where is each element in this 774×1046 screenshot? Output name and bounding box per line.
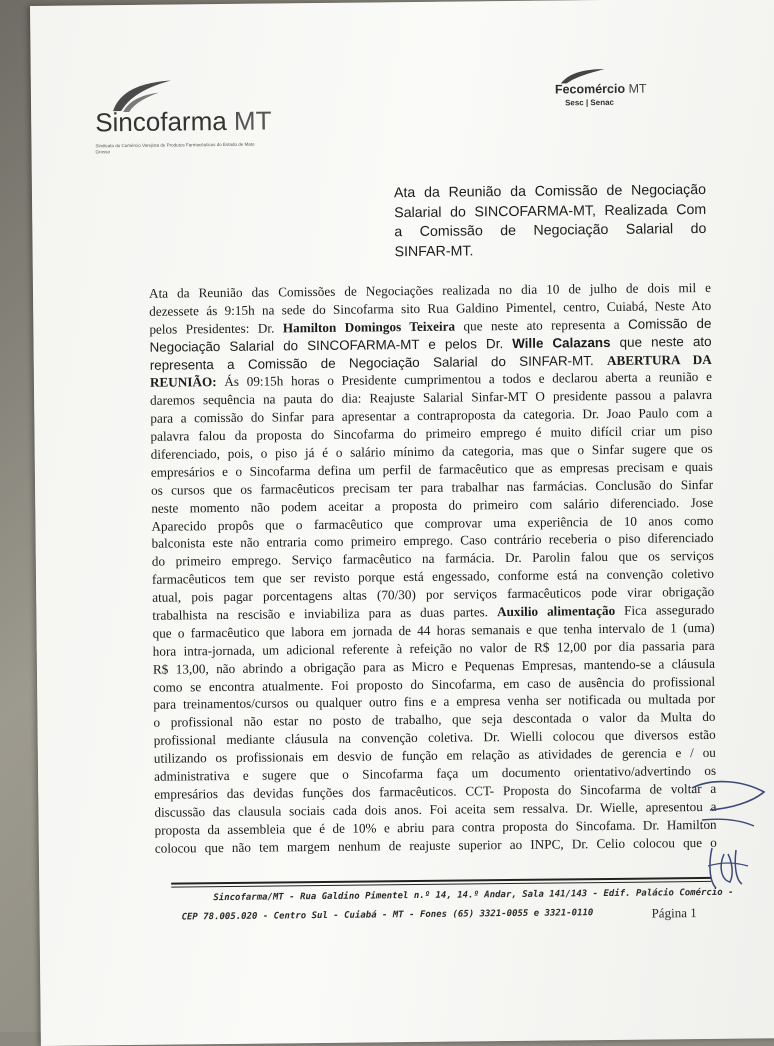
body-line: os cursos que os farmacêuticos precisam ter para trabalhar nas farmácias. Conclusão do Sinfar — [150, 476, 714, 498]
heading-line: Salarial do SINCOFARMA-MT, Realizada Com — [394, 201, 707, 221]
minutes-body — [149, 279, 717, 857]
body-line: Ata da Reunião das Comissões de Negociações realizada no dia 10 de julho de dois mil e — [148, 279, 712, 301]
representative-name: Wille Calazans — [512, 334, 611, 351]
body-line: Negociação Salarial do SINCOFARMA-MT e pelos Dr. Wille Calazans que neste ato — [149, 333, 712, 355]
body-line: para a comissão do Sinfar para apresentar a contraproposta da categoria. Dr. Joao Paulo com a — [150, 405, 713, 426]
heading-line: SINFAR-MT. — [394, 242, 474, 260]
body-line: neste momento não podem aceitar a proposta do primeiro com salário diferenciado. Jose — [151, 494, 714, 516]
sincofarma-logo-subtitle: Sindicato do Comércio Varejista de Produtos Farmacêuticos do Estado de Mato Grosso — [95, 141, 255, 155]
body-line: como se encontra atualmente. Foi proposto do Sincofarma, em caso de ausência do profissional — [153, 673, 716, 695]
body-line: farmacêuticos tem que ser revisto porque está engessado, conforme está na convenção coletivo — [151, 566, 715, 588]
body-line: discussão das clausula sociais cada dois anos. Foi aceita sem ressalva. Dr. Wielle, apresentou a — [154, 798, 717, 820]
body-line: empresários das devidas funções dos farmacêuticos. CCT- Proposta do Sincofarma de voltar a — [154, 780, 717, 802]
body-line: profissional mediante cláusula na convenção coletiva. Dr. Wielli colocou que diversos estão — [153, 727, 716, 749]
body-line: pelos Presidentes: Dr. Hamilton Domingos Teixeira que neste ato representa a Comissão de — [149, 315, 712, 337]
body-line: que o farmacêutico que labora em jornada de 44 horas semanais e que tenha intervalo de 1 (uma) — [152, 619, 715, 641]
page-number: Página 1 — [651, 905, 697, 921]
heading-line: Ata da Reunião da Comissão de Negociação — [393, 181, 707, 202]
document-heading — [394, 181, 707, 262]
body-line: administrativa e sugere que o Sincofarma faça um documento orientativo/advertindo os — [153, 762, 717, 784]
footer-contact: CEP 78.005.020 - Centro Sul - Cuiabá - MT - Fones (65) 3321-0055 e 3321-0110 — [181, 908, 594, 923]
body-line: hora intra-jornada, um adicional referente à refeição no valor de R$ 12,00 por dia passaria para — [152, 637, 715, 659]
body-line: palavra falou da proposta do Sincofarma do primeiro emprego é muito difícil criar um piso — [150, 423, 713, 444]
body-line: balconista este não entraria como primeiro emprego. Caso contrário receberia o piso diferenciado — [151, 530, 714, 552]
fecomercio-logo-subtitle: Sesc | Senac — [564, 97, 615, 108]
body-line: dezessete ás 9:15h na sede do Sincofarma sito Rua Galdino Pimentel, centro, Cuiabá, Neste Ato — [149, 297, 712, 319]
president-name: Hamilton Domingos Teixeira — [282, 318, 456, 336]
body-line: diferenciado, pois, o piso já é o salário mínimo da categoria, mas que o Sinfar sugere que os — [150, 440, 713, 462]
body-line: R$ 13,00, não abrindo a obrigação para as Micro e Pequenas Empresas, mantendo-se a cláusula — [152, 655, 715, 677]
body-line: do primeiro emprego. Serviço farmacêutico na farmácia. Dr. Parolin falou que os serviços — [151, 548, 714, 570]
meal-allowance-heading: Auxilio alimentação — [496, 602, 616, 620]
body-line: daremos sequência na pauta do dia: Reajuste Salarial Sinfar-MT O presidente passou a palavra — [150, 387, 713, 409]
body-line: representa a Comissão de Negociação Salarial do SINFAR-MT. ABERTURA DA — [149, 351, 712, 373]
opening-heading: ABERTURA DA — [606, 351, 712, 368]
sincofarma-logo-text: Sincofarma MT — [95, 105, 272, 138]
body-line: trabalhista na rescisão e inviabiliza para as duas partes. Auxilio alimentação Fica assegurado — [152, 601, 715, 623]
body-line: o profissional não estar no posto de trabalho, que seja descontada o valor da Multa do — [153, 709, 716, 731]
body-line: atual, pois pagar porcentagens altas (70/30) por serviços farmacêuticos pode virar obrigação — [152, 584, 715, 605]
document-page — [30, 0, 774, 1046]
fecomercio-logo-text: Fecomércio MT — [554, 81, 647, 97]
body-line: proposta da assembleia que é de 10% e abriu para contra proposta do Sincofama. Dr. Hamilton — [154, 816, 717, 838]
handwritten-initials — [672, 770, 772, 900]
footer-address: Sincofarma/MT - Rua Galdino Pimentel n.º 14, 14.º Andar, Sala 141/143 - Edif. Palácio Comércio - — [213, 887, 734, 904]
body-line: Aparecido propôs que o farmacêutico que comprovar uma experiência de 10 anos como — [151, 512, 714, 534]
body-line: empresários e o Sincofarma defina um perfil de farmacêutico que as empresas precisam e quais — [150, 458, 713, 480]
body-line: para treinamentos/cursos ou qualquer outro fins e a empresa venha ser notificada ou multada por — [153, 691, 716, 713]
body-line: colocou que não tem margem nenhum de reajuste superior ao INPC, Dr. Celio colocou que o — [154, 834, 717, 856]
body-line: utilizando os profissionais em desvio de função em relação as atividades de gerencia e / ou — [153, 745, 716, 766]
heading-line: a Comissão de Negociação Salarial do — [394, 220, 707, 241]
body-line: REUNIÃO: Ás 09:15h horas o Presidente cumprimentou a todos e declarou aberta a reunião e — [149, 369, 712, 391]
